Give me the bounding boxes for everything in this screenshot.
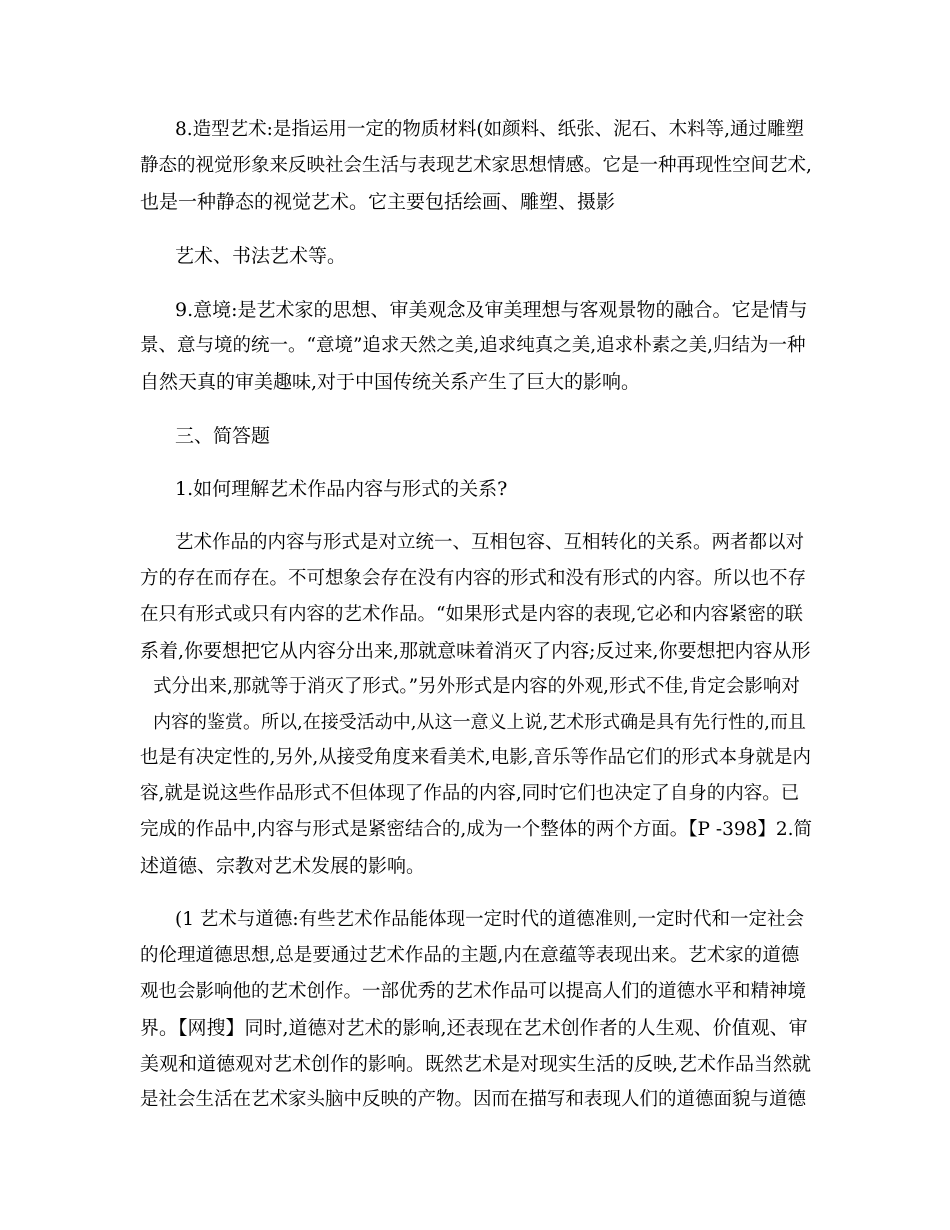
- text-line: 式分出来,那就等于消灭了形式。”另外形式是内容的外观,形式不佳,肯定会影响对: [153, 676, 800, 697]
- text-line: 景、意与境的统一。“意境”追求天然之美,追求纯真之美,追求朴素之美,归结为一种: [140, 335, 806, 356]
- text-line: 述道德、宗教对艺术发展的影响。: [140, 855, 426, 877]
- text-line: 完成的作品中,内容与形式是紧密结合的,成为一个整体的两个方面。【P -398】2.简: [140, 819, 813, 840]
- text-line: 也是一种静态的视觉艺术。它主要包括绘画、雕塑、摄影: [140, 191, 616, 213]
- text-line: 艺术、书法艺术等。: [175, 245, 347, 267]
- text-line: 自然天真的审美趣味,对于中国传统关系产生了巨大的影响。: [140, 371, 641, 393]
- text-line: 的伦理道德思想,总是要通过艺术作品的主题,内在意蕴等表现出来。艺术家的道德: [140, 945, 800, 966]
- section-heading: 三、简答题: [175, 425, 271, 447]
- text-line: 9.意境:是艺术家的思想、审美观念及审美理想与客观景物的融合。它是情与: [175, 299, 808, 321]
- text-line: 系着,你要想把它从内容分出来,那就意味着消灭了内容;反过来,你要想把内容从形: [140, 640, 811, 662]
- text-line: 也是有决定性的,另外,从接受角度来看美术,电影,音乐等作品它们的形式本身就是内: [140, 747, 812, 768]
- text-line: 美观和道德观对艺术创作的影响。既然艺术是对现实生活的反映,艺术作品当然就: [140, 1053, 812, 1075]
- text-line: 内容的鉴赏。所以,在接受活动中,从这一意义上说,艺术形式确是具有先行性的,而且: [153, 712, 806, 733]
- text-line: 8.造型艺术:是指运用一定的物质材料(如颜料、纸张、泥石、木料等,通过雕塑: [175, 119, 804, 140]
- text-line: 是社会生活在艺术家头脑中反映的产物。因而在描写和表现人们的道德面貌与道德: [140, 1089, 807, 1110]
- text-line: 艺术作品的内容与形式是对立统一、互相包容、互相转化的关系。两者都以对: [175, 532, 805, 553]
- text-line: 界。【网搜】同时,道德对艺术的影响,还表现在艺术创作者的人生观、价值观、审: [140, 1017, 808, 1039]
- text-line: 观也会影响他的艺术创作。一部优秀的艺术作品可以提高人们的道德水平和精神境: [140, 981, 807, 1002]
- text-line: 静态的视觉形象来反映社会生活与表现艺术家思想情感。它是一种再现性空间艺术,: [140, 155, 812, 176]
- text-line: 在只有形式或只有内容的艺术作品。“如果形式是内容的表现,它必和内容紧密的联: [140, 604, 803, 625]
- text-line: 容,就是说这些作品形式不但体现了作品的内容,同时它们也决定了自身的内容。已: [140, 783, 800, 804]
- question-heading: 1.如何理解艺术作品内容与形式的关系?: [175, 478, 508, 500]
- text-line: 方的存在而存在。不可想象会存在没有内容的形式和没有形式的内容。所以也不存: [140, 568, 807, 589]
- text-line: (1 艺术与道德:有些艺术作品能体现一定时代的道德准则,一定时代和一定社会: [175, 909, 804, 930]
